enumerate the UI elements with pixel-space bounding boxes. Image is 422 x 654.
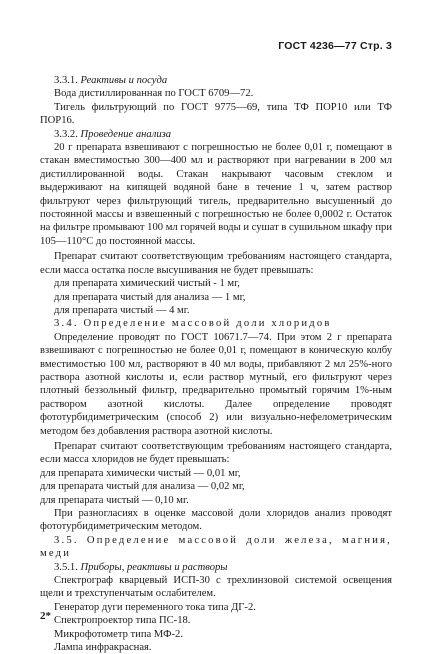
paragraph: Генератор дуги переменного тока типа ДГ-2.	[54, 601, 256, 613]
section-3-3-2-heading	[40, 128, 392, 141]
paragraph: Препарат считают соответствующим требованиям настоящего стандарта, если масса хлоридов не будет превышать:	[40, 440, 392, 466]
paragraph: При разногласиях в оценке массовой доли хлоридов анализ проводят фототурбидиметрическим методом.	[40, 508, 392, 533]
page-header: ГОСТ 4236—77 Стр. 3	[278, 40, 392, 52]
page-footer-mark: 2*	[40, 610, 51, 622]
paragraph: Препарат считают соответствующим требованиям настоящего стандарта, если масса остатка после высушивания не будет превышать:	[40, 251, 392, 276]
section-3-5-1-heading	[40, 561, 392, 574]
paragraph: Спектропроектор типа ПС-18.	[54, 615, 191, 627]
paragraph: Микрофотометр типа МФ-2.	[54, 628, 183, 640]
section-3-5-heading: 3.5. Определение массовой доли железа, магния, меди	[40, 534, 392, 560]
paragraph: 20 г препарата взвешивают с погрешностью не более 0,01 г, помещают в стакан вместимостью 300—400 мл и растворяют при нагревании в 200 мл дистиллированной воды. Стакан накрывают часовым стеклом и выдерживают на кипящей водяной бане в течение 1 ч, затем раствор фильтруют через фильтрующий тигель, предварительно высушенный до постоянной массы и взвешенный с погрешностью не более 0,0002 г. Остаток на фильтре промывают 100 мл горячей воды и сушат в сушильном шкафу при 105—110°С до постоянной массы.	[40, 142, 392, 247]
list-item: для препарата чистый для анализа — 1 мг,	[54, 291, 246, 303]
section-3-4-heading: 3.4. Определение массовой доли хлоридов	[54, 318, 332, 330]
list-item: для препарата чистый для анализа — 0,02 мг,	[40, 481, 245, 493]
section-number: 3.3.1.	[54, 75, 78, 86]
paragraph: Лампа инфракрасная.	[54, 642, 152, 654]
list-item: для препарата химически чистый — 0,01 мг,	[40, 467, 241, 479]
section-number: 3.3.2.	[54, 128, 78, 140]
paragraph: Спектрограф кварцевый ИСП-30 с трехлинзовой системой освещения щели и трехступенчатым ослабителем.	[40, 575, 392, 600]
list-item: для препарата чистый — 4 мг.	[54, 304, 190, 316]
section-title: Проведение анализа	[80, 128, 172, 140]
page-content	[40, 74, 392, 654]
section-title: Приборы, реактивы и растворы	[80, 561, 228, 573]
paragraph: Определение проводят по ГОСТ 10671.7—74. При этом 2 г препарата взвешивают с погрешностью не более 0,01 г, помещают в коническую колбу вместимостью 100 мл, растворяют в 40 мл воды, прибавляют 2 мл 25%-ного раствора азотной кислоты и, если раствор мутный, его фильтруют через плотный беззольный фильтр, предварительно промытый горячим 1%-ным раствором азотной кислоты. Далее определение проводят фототурбидиметрическим (способ 2) или визуально-нефелометрическим методом без добавления раствора азотной кислоты.	[40, 331, 392, 437]
list-item: для препарата химический чистый - 1 мг,	[54, 278, 240, 290]
section-3-3-1-heading	[40, 74, 392, 87]
list-item: для препарата чистый — 0,10 мг.	[40, 494, 189, 506]
paragraph: Вода дистиллированная по ГОСТ 6709—72.	[54, 88, 254, 100]
section-title: Реактивы и посуда	[80, 75, 168, 86]
section-number: 3.5.1.	[54, 561, 78, 573]
paragraph: Тигель фильтрующий по ГОСТ 9775—69, типа ТФ ПОР10 или ТФ ПОР16.	[40, 101, 392, 127]
